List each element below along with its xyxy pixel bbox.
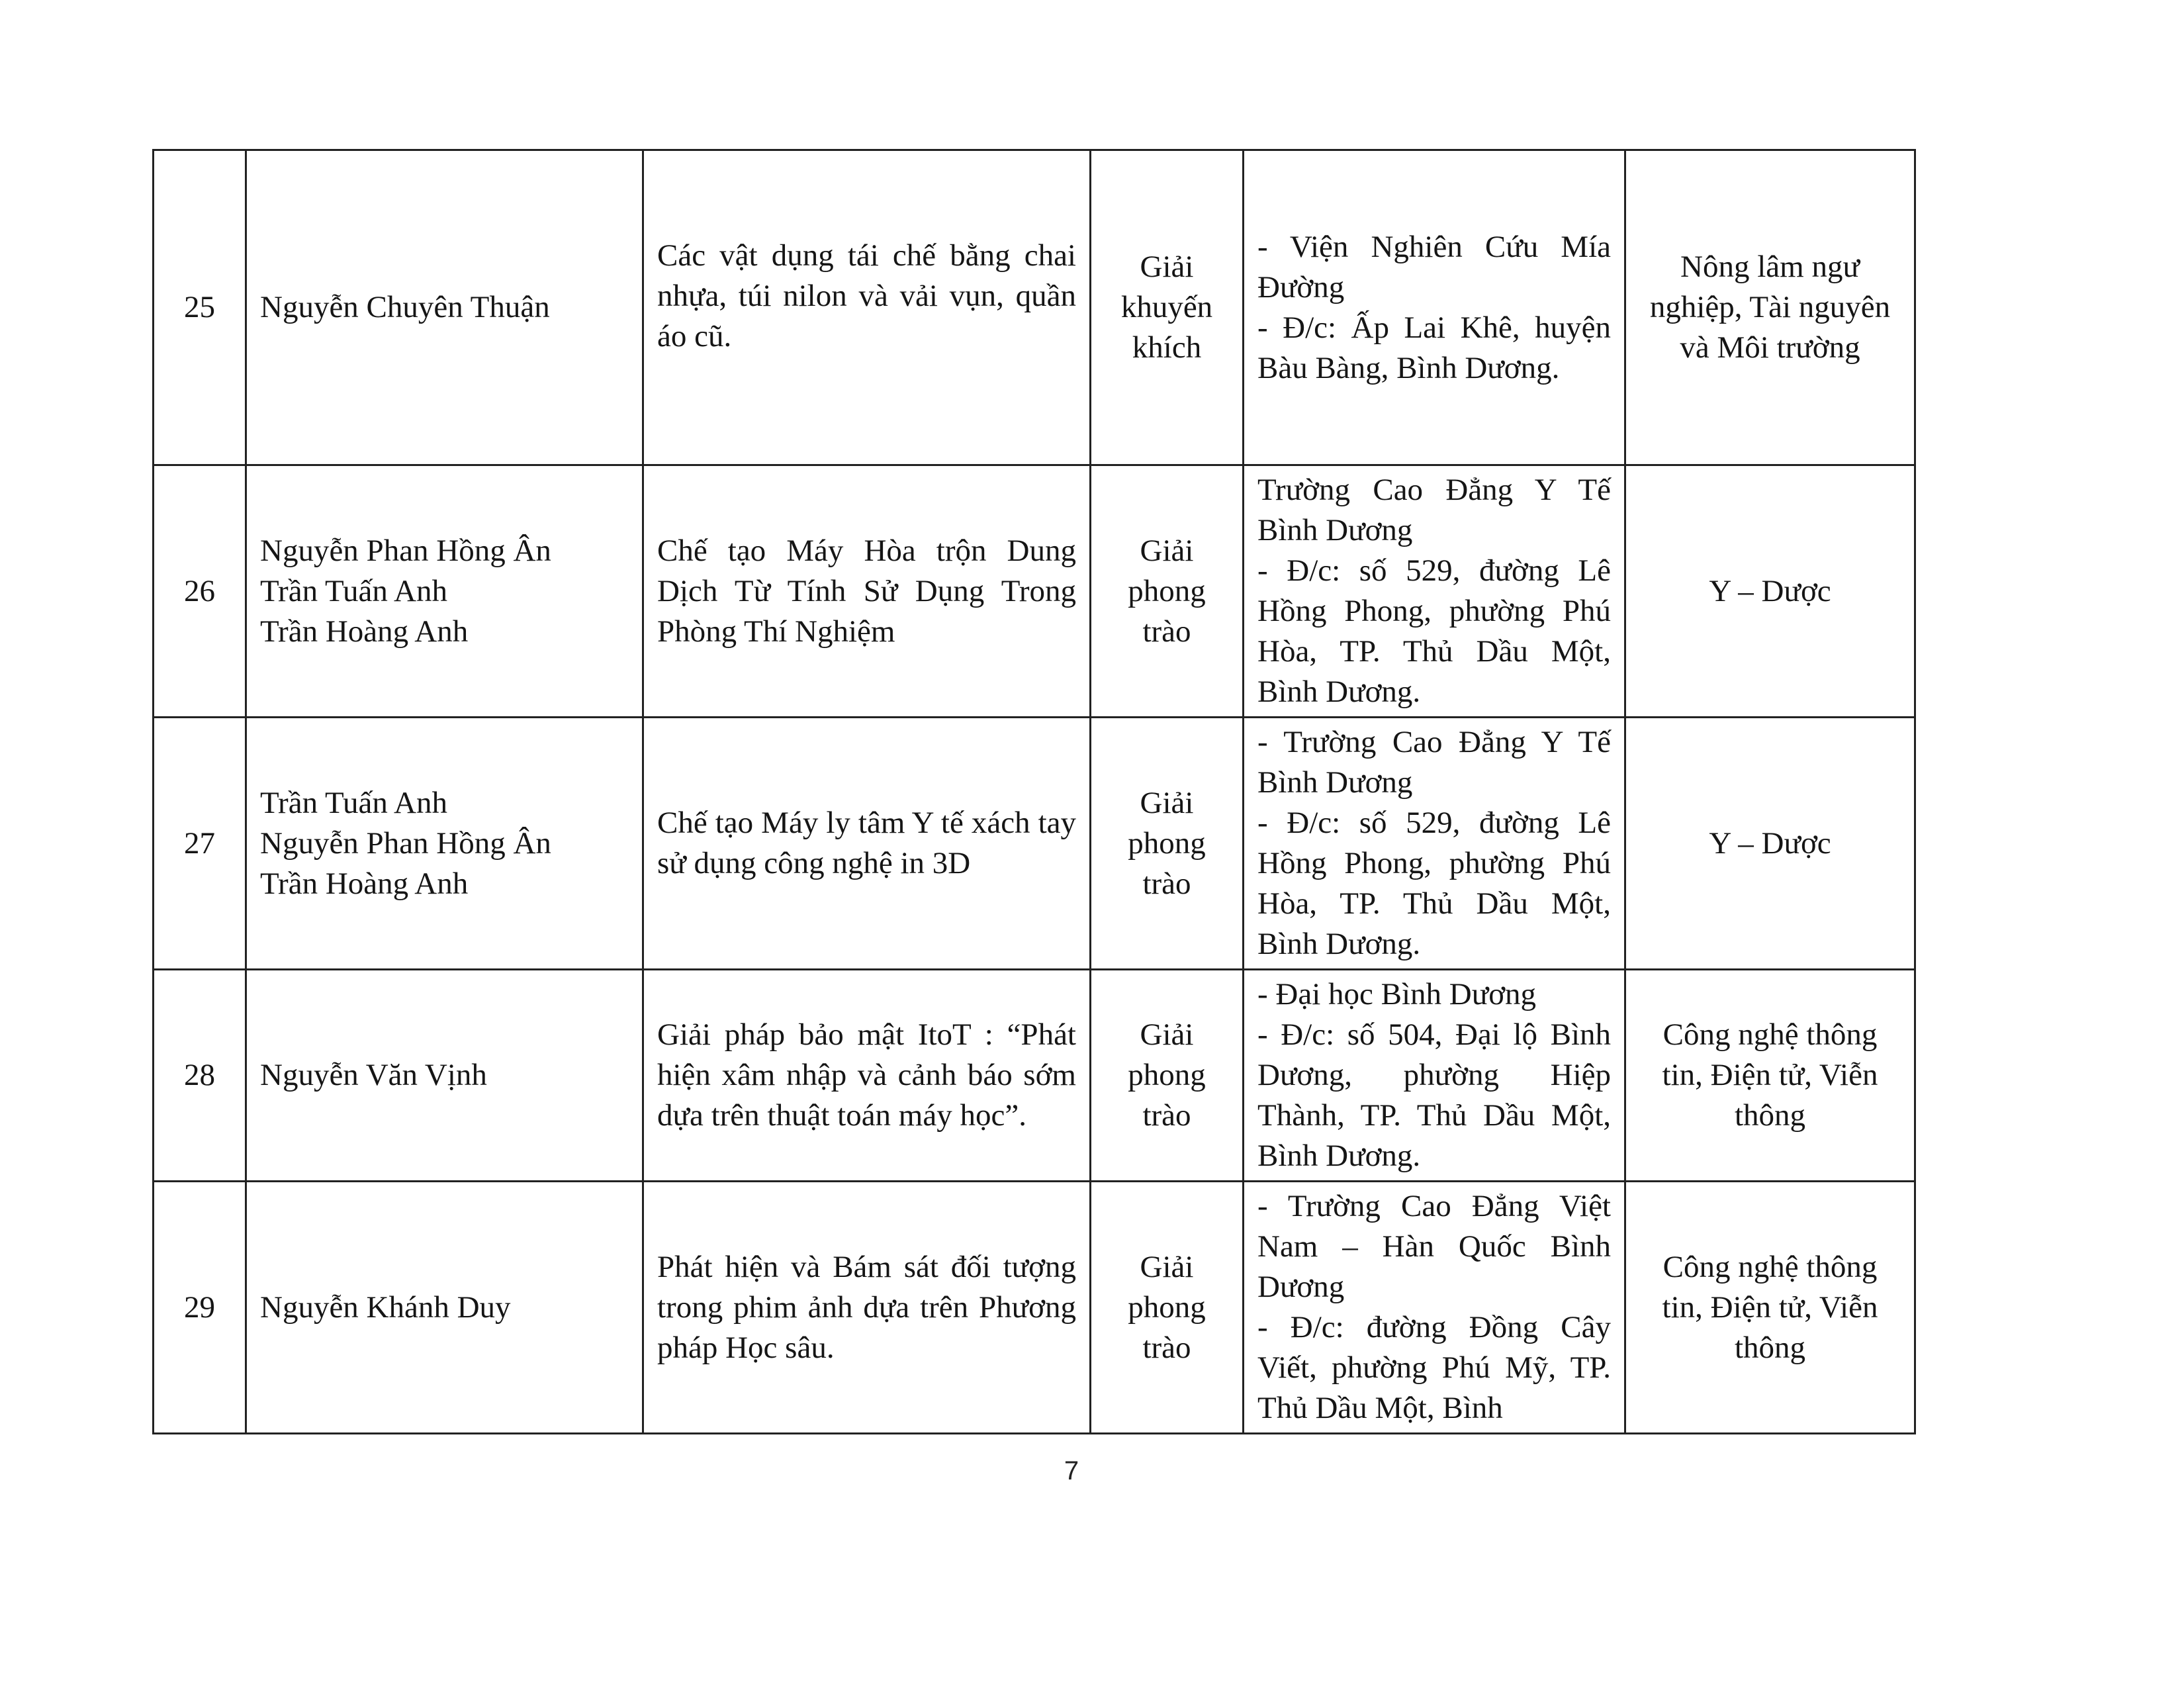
unit-address: Trường Cao Đẳng Y Tế Bình Dương - Đ/c: số 529, đường Lê Hồng Phong, phường Phú Hòa, TP. Thủ Dầu Một, Bình Dương. — [1244, 465, 1625, 718]
project-topic: Các vật dụng tái chế bằng chai nhựa, túi nilon và vải vụn, quần áo cũ. — [643, 150, 1091, 465]
project-topic: Chế tạo Máy Hòa trộn Dung Dịch Từ Tính Sử Dụng Trong Phòng Thí Nghiệm — [643, 465, 1091, 718]
unit-address: - Trường Cao Đẳng Y Tế Bình Dương - Đ/c: số 529, đường Lê Hồng Phong, phường Phú Hòa, TP. Thủ Dầu Một, Bình Dương. — [1244, 718, 1625, 970]
page-number: 7 — [1064, 1456, 1079, 1485]
project-topic: Chế tạo Máy ly tâm Y tế xách tay sử dụng công nghệ in 3D — [643, 718, 1091, 970]
field-category: Y – Dược — [1625, 718, 1915, 970]
author-name: Nguyễn Phan Hồng Ân — [260, 533, 551, 568]
author-names — [246, 465, 643, 718]
author-names — [246, 150, 643, 465]
author-name: Nguyễn Khánh Duy — [260, 1289, 511, 1325]
table-row — [154, 970, 1915, 1182]
row-number: 29 — [154, 1182, 246, 1434]
unit-address: - Viện Nghiên Cứu Mía Đường - Đ/c: Ấp Lai Khê, huyện Bàu Bàng, Bình Dương. — [1244, 150, 1625, 465]
prize-level: Giải phong trào — [1091, 465, 1244, 718]
row-number: 26 — [154, 465, 246, 718]
author-names — [246, 718, 643, 970]
field-category: Công nghệ thông tin, Điện tử, Viễn thông — [1625, 1182, 1915, 1434]
author-name: Trần Hoàng Anh — [260, 866, 469, 901]
prize-level: Giải phong trào — [1091, 718, 1244, 970]
field-category: Nông lâm ngư nghiệp, Tài nguyên và Môi trường — [1625, 150, 1915, 465]
author-name: Nguyễn Chuyên Thuận — [260, 290, 550, 324]
prize-level: Giải khuyến khích — [1091, 150, 1244, 465]
author-name: Trần Tuấn Anh — [260, 785, 447, 820]
author-name: Trần Tuấn Anh — [260, 573, 447, 608]
project-topic: Phát hiện và Bám sát đối tượng trong phim ảnh dựa trên Phương pháp Học sâu. — [643, 1182, 1091, 1434]
row-number: 28 — [154, 970, 246, 1182]
award-table — [152, 149, 1916, 1434]
table-row — [154, 150, 1915, 465]
author-name: Nguyễn Phan Hồng Ân — [260, 825, 551, 861]
unit-address: - Đại học Bình Dương - Đ/c: số 504, Đại lộ Bình Dương, phường Hiệp Thành, TP. Thủ Dầu Một, Bình Dương. — [1244, 970, 1625, 1182]
unit-address: - Trường Cao Đẳng Việt Nam – Hàn Quốc Bình Dương - Đ/c: đường Đồng Cây Viết, phường Phú Mỹ, TP. Thủ Dầu Một, Bình — [1244, 1182, 1625, 1434]
table-row — [154, 465, 1915, 718]
prize-level: Giải phong trào — [1091, 970, 1244, 1182]
author-name: Trần Hoàng Anh — [260, 614, 469, 649]
table-row — [154, 718, 1915, 970]
author-name: Nguyễn Văn Vịnh — [260, 1058, 487, 1092]
row-number: 27 — [154, 718, 246, 970]
row-number: 25 — [154, 150, 246, 465]
field-category: Công nghệ thông tin, Điện tử, Viễn thông — [1625, 970, 1915, 1182]
table-row — [154, 1182, 1915, 1434]
prize-level: Giải phong trào — [1091, 1182, 1244, 1434]
project-topic: Giải pháp bảo mật ItoT : “Phát hiện xâm nhập và cảnh báo sớm dựa trên thuật toán máy học”. — [643, 970, 1091, 1182]
author-names — [246, 1182, 643, 1434]
author-names — [246, 970, 643, 1182]
field-category: Y – Dược — [1625, 465, 1915, 718]
